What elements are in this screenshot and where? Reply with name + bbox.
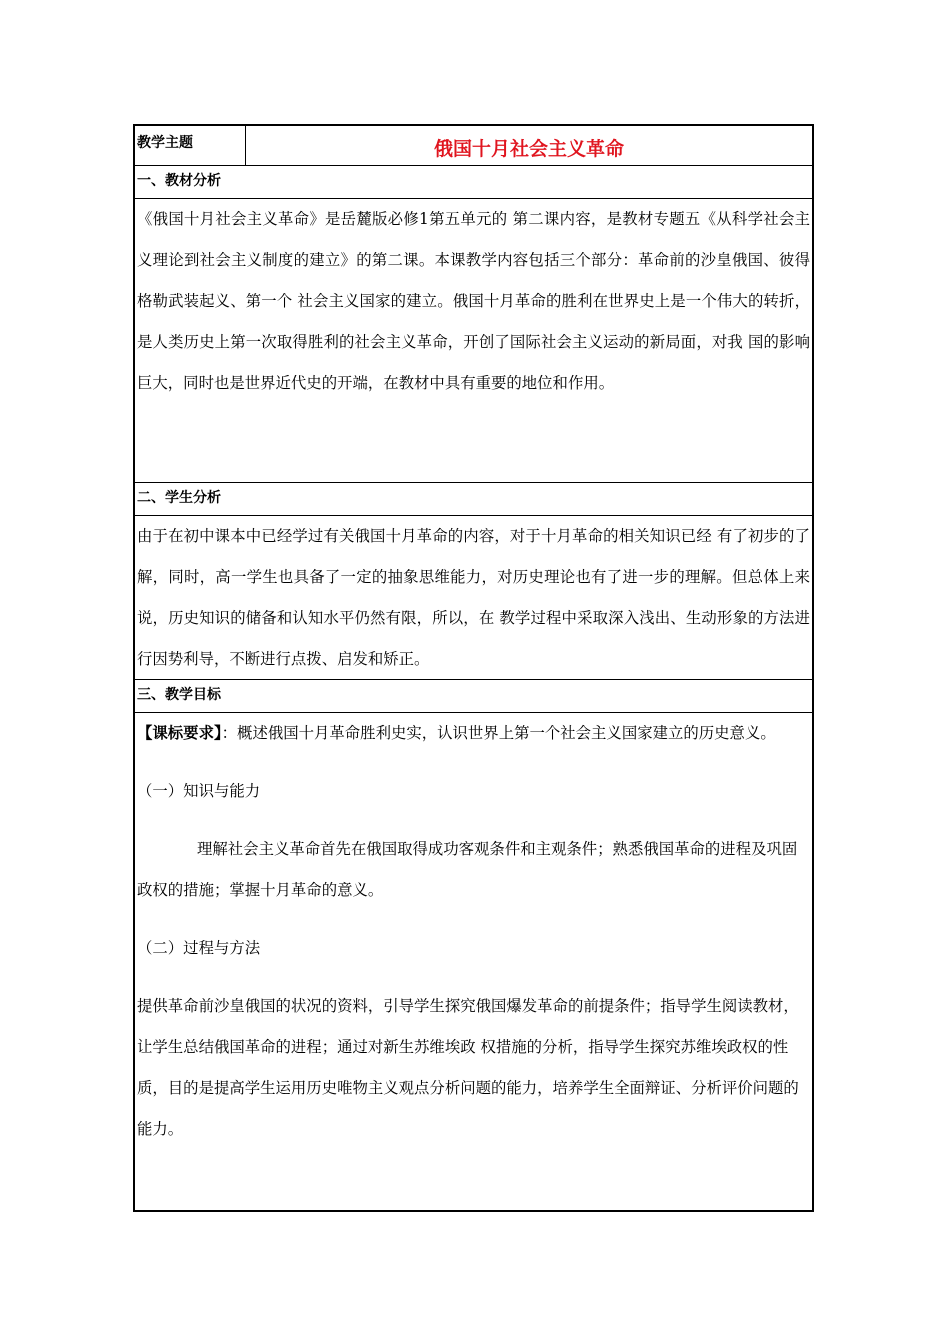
student-analysis-text: 由于在初中课本中已经学过有关俄国十月革命的内容，对于十月革命的相关知识已经 有了初步的了解，同时，高一学生也具备了一定的抽象思维能力，对历史理论也有了进一步的理解。但总体上来说，历史知识的储备和认知水平仍然有限，所以，在 教学过程中采取深入浅出、生动形象的方法进行因势利导，不断进行点拨、启发和矫正。 — [135, 516, 812, 680]
subsection-title-knowledge: （一）知识与能力 — [137, 782, 261, 800]
lesson-plan-table — [133, 124, 814, 1212]
topic-label: 教学主题 — [135, 126, 246, 165]
textbook-analysis-text: 《俄国十月社会主义革命》是岳麓版必修1第五单元的 第二课内容，是教材专题五《从科学社会主义理论到社会主义制度的建立》的第二课。本课教学内容包括三个部分：革命前的沙皇俄国、彼得格勒武装起义、第一个 社会主义国家的建立。俄国十月革命的胜利在世界史上是一个伟大的转折，是人类历史上第一次取得胜利的社会主义革命，开创了国际社会主义运动的新局面，对我 国的影响巨大，同时也是世界近代史的开端，在教材中具有重要的地位和作用。 — [135, 199, 812, 483]
teaching-goals-body — [135, 713, 812, 1210]
section-heading-teaching-goals: 三、教学目标 — [135, 680, 812, 713]
process-text: 提供革命前沙皇俄国的状况的资料，引导学生探究俄国爆发革命的前提条件；指导学生阅读教材，让学生总结俄国革命的进程；通过对新生苏维埃政 权措施的分析，指导学生探究苏维埃政权的性质，目的是提高学生运用历史唯物主义观点分析问题的能力，培养学生全面辩证、分析评价问题的能力。 — [137, 997, 799, 1138]
knowledge-text: 理解社会主义革命首先在俄国取得成功客观条件和主观条件；熟悉俄国革命的进程及巩固政权的措施；掌握十月革命的意义。 — [137, 840, 798, 899]
requirement-text: ：概述俄国十月革命胜利史实，认识世界上第一个社会主义国家建立的历史意义。 — [221, 724, 776, 742]
subsection-title-process: （二）过程与方法 — [137, 939, 261, 957]
title-row — [135, 126, 812, 166]
curriculum-requirement — [137, 713, 810, 754]
page-title: 俄国十月社会主义革命 — [433, 138, 624, 160]
requirement-label: 【课标要求】 — [137, 724, 222, 742]
section-heading-textbook-analysis: 一、教材分析 — [135, 166, 812, 199]
section-heading-student-analysis: 二、学生分析 — [135, 483, 812, 516]
